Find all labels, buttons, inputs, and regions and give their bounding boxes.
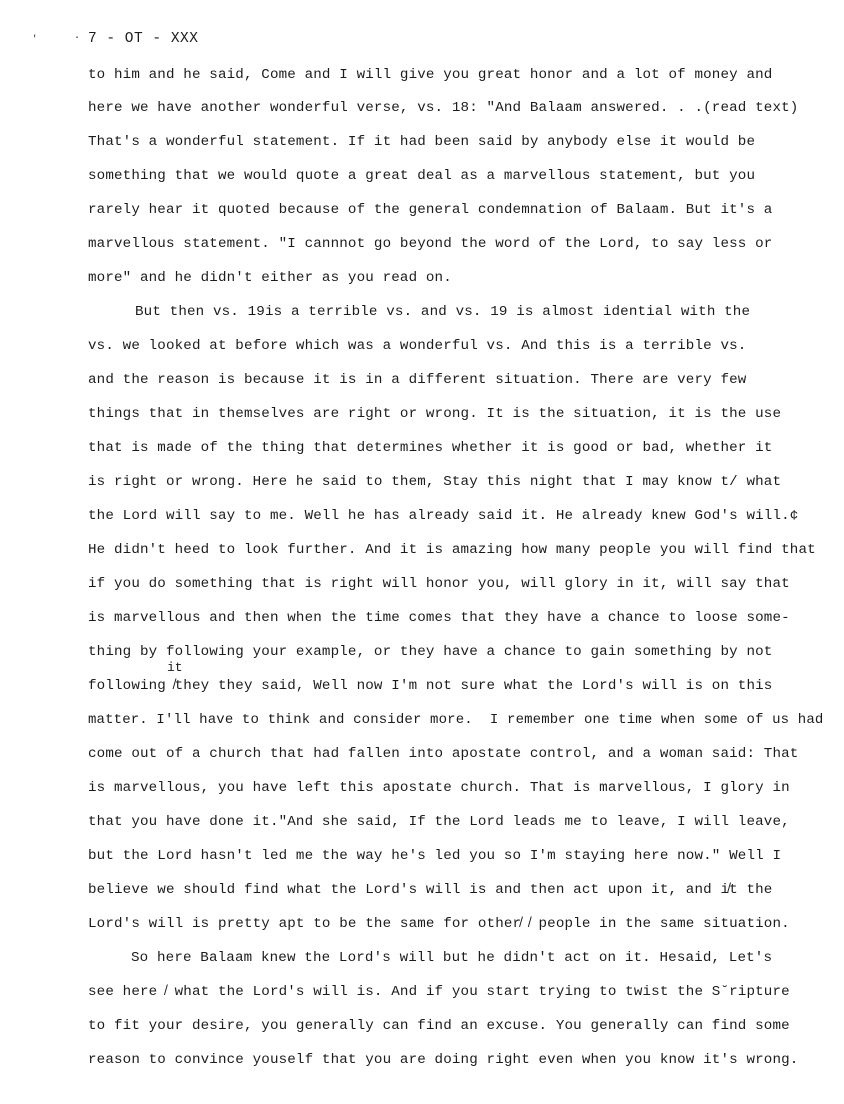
text-line: the Lord will say to me. Well he has already said it. He already knew God's will.¢ [88,508,799,524]
text-line: come out of a church that had fallen into apostate control, and a woman said: That [88,746,799,762]
text-line: something that we would quote a great deal as a marvellous statement, but you [88,168,756,184]
text-line: and the reason is because it is in a different situation. There are very few [88,372,747,388]
text-line: is marvellous and then when the time comes that they have a chance to loose some- [88,610,790,626]
text-line: believe we should find what the Lord's will is and then act upon it, and i̸t the [88,882,773,898]
text-line: vs. we looked at before which was a wonderful vs. And this is a terrible vs. [88,338,747,354]
text-line: to fit your desire, you generally can find an excuse. You generally can find some [88,1018,790,1034]
text-line: reason to convince youself that you are doing right even when you know it's wrong. [88,1052,799,1068]
text-line: That's a wonderful statement. If it had been said by anybody else it would be [88,134,756,150]
text-line: to him and he said, Come and I will give you great honor and a lot of money and [88,67,773,83]
margin-dot: · [74,33,81,44]
text-line: Lord's will is pretty apt to be the same for other̸ ̸ people in the same situation. [88,916,790,932]
text-line: see here ̸ what the Lord's will is. And if you start trying to twist the S˘ripture [88,984,790,1000]
text-line: So here Balaam knew the Lord's will but he didn't act on it. Hesaid, Let's [131,950,773,966]
text-line: that you have done it."And she said, If the Lord leads me to leave, I will leave, [88,814,790,830]
text-line: He didn't heed to look further. And it is amazing how many people you will find that [88,542,816,558]
text-line: things that in themselves are right or wrong. It is the situation, it is the use [88,406,782,422]
text-line: rarely hear it quoted because of the general condemnation of Balaam. But it's a [88,202,773,218]
text-line: but the Lord hasn't led me the way he's led you so I'm staying here now." Well I [88,848,782,864]
margin-mark: ' [32,34,38,44]
text-line: if you do something that is right will honor you, will glory in it, will say that [88,576,790,592]
text-line: thing by following your example, or they have a chance to gain something by not [88,644,773,660]
text-line: matter. I'll have to think and consider more. I remember one time when some of us had [88,712,824,728]
interlinear-insertion: it [167,660,183,675]
text-line: is marvellous, you have left this apostate church. That is marvellous, I glory in [88,780,790,796]
page-header: 7 - OT - XXX [88,31,199,47]
text-line: that is made of the thing that determines whether it is good or bad, whether it [88,440,773,456]
text-line: here we have another wonderful verse, vs. 18: "And Balaam answered. . .(read text) [88,100,799,116]
text-line: marvellous statement. "I cannnot go beyond the word of the Lord, to say less or [88,236,773,252]
text-line: But then vs. 19is a terrible vs. and vs. 19 is almost idential with the [135,304,751,320]
text-line: following ̸they they said, Well now I'm not sure what the Lord's will is on this [88,678,773,694]
text-line: is right or wrong. Here he said to them, Stay this night that I may know t/ what [88,474,782,490]
text-line: more" and he didn't either as you read on. [88,270,452,286]
